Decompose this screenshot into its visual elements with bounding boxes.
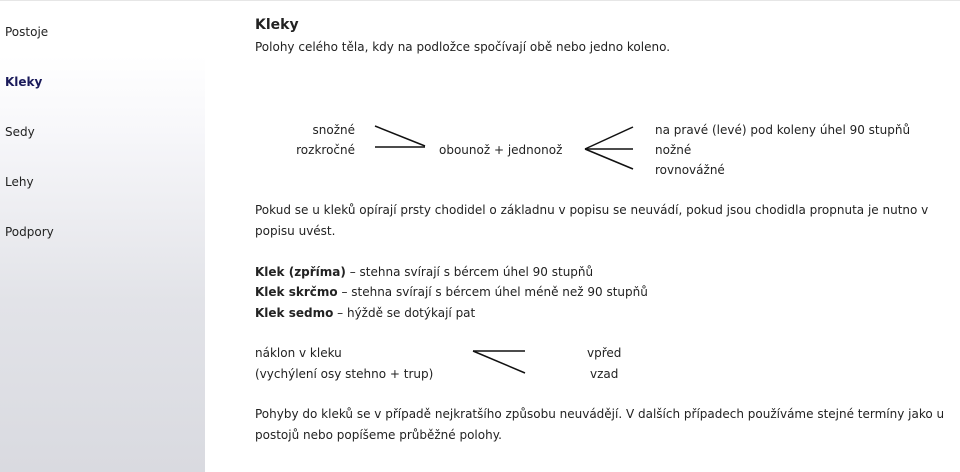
scheme-center: obounož + jednonož <box>439 143 563 157</box>
scheme2-right-bottom: vzad <box>590 367 619 381</box>
definition-item <box>255 264 593 280</box>
scheme-right-1: na pravé (levé) pod koleny úhel 90 stupňů <box>655 123 911 137</box>
page-title: Kleky <box>255 17 299 33</box>
scheme-right-2: nožné <box>655 143 692 157</box>
definition-term: Klek (zpříma) <box>255 265 346 279</box>
definition-term: Klek sedmo <box>255 306 334 320</box>
definition-text: – stehna svírají s bércem úhel méně než 90 stupňů <box>337 285 648 299</box>
article <box>255 0 955 472</box>
branch-lines <box>473 345 533 380</box>
sidebar-nav <box>0 1 205 472</box>
sidebar-item-kleky[interactable]: Kleky <box>5 75 43 89</box>
scheme2-left-bottom: (vychýlení osy stehno + trup) <box>255 367 434 381</box>
definition-item <box>255 305 475 321</box>
sidebar-item-lehy[interactable]: Lehy <box>5 175 34 189</box>
scheme-right-3: rovnovážné <box>655 163 725 177</box>
diverging-lines <box>583 124 638 174</box>
scheme-left-top: snožné <box>312 123 355 137</box>
scheme2-right-top: vpřed <box>587 346 622 360</box>
scheme-left-bottom: rozkročné <box>296 143 355 157</box>
sidebar-item-podpory[interactable]: Podpory <box>5 225 54 239</box>
page-subtitle: Polohy celého těla, kdy na podložce spočívají obě nebo jedno koleno. <box>255 40 671 54</box>
paragraph-toes: Pokud se u kleků opírají prsty chodidel o základnu v popisu se neuvádí, pokud jsou chodidla propnuta je nutno v popisu uvést. <box>255 203 929 238</box>
definition-text: – hýždě se dotýkají pat <box>333 306 476 320</box>
definition-text: – stehna svírají s bércem úhel 90 stupňů <box>345 265 594 279</box>
sidebar-item-postoje[interactable]: Postoje <box>5 25 49 39</box>
definition-term: Klek skrčmo <box>255 285 338 299</box>
scheme2-left-top: náklon v kleku <box>255 346 342 360</box>
converging-lines <box>375 120 430 160</box>
definition-item <box>255 284 648 300</box>
paragraph-movements: Pohyby do kleků se v případě nejkratšího způsobu neuvádějí. V dalších případech používáme stejné termíny jako u postojů nebo popíšeme průběžné polohy. <box>255 407 945 442</box>
sidebar-item-sedy[interactable]: Sedy <box>5 125 35 139</box>
